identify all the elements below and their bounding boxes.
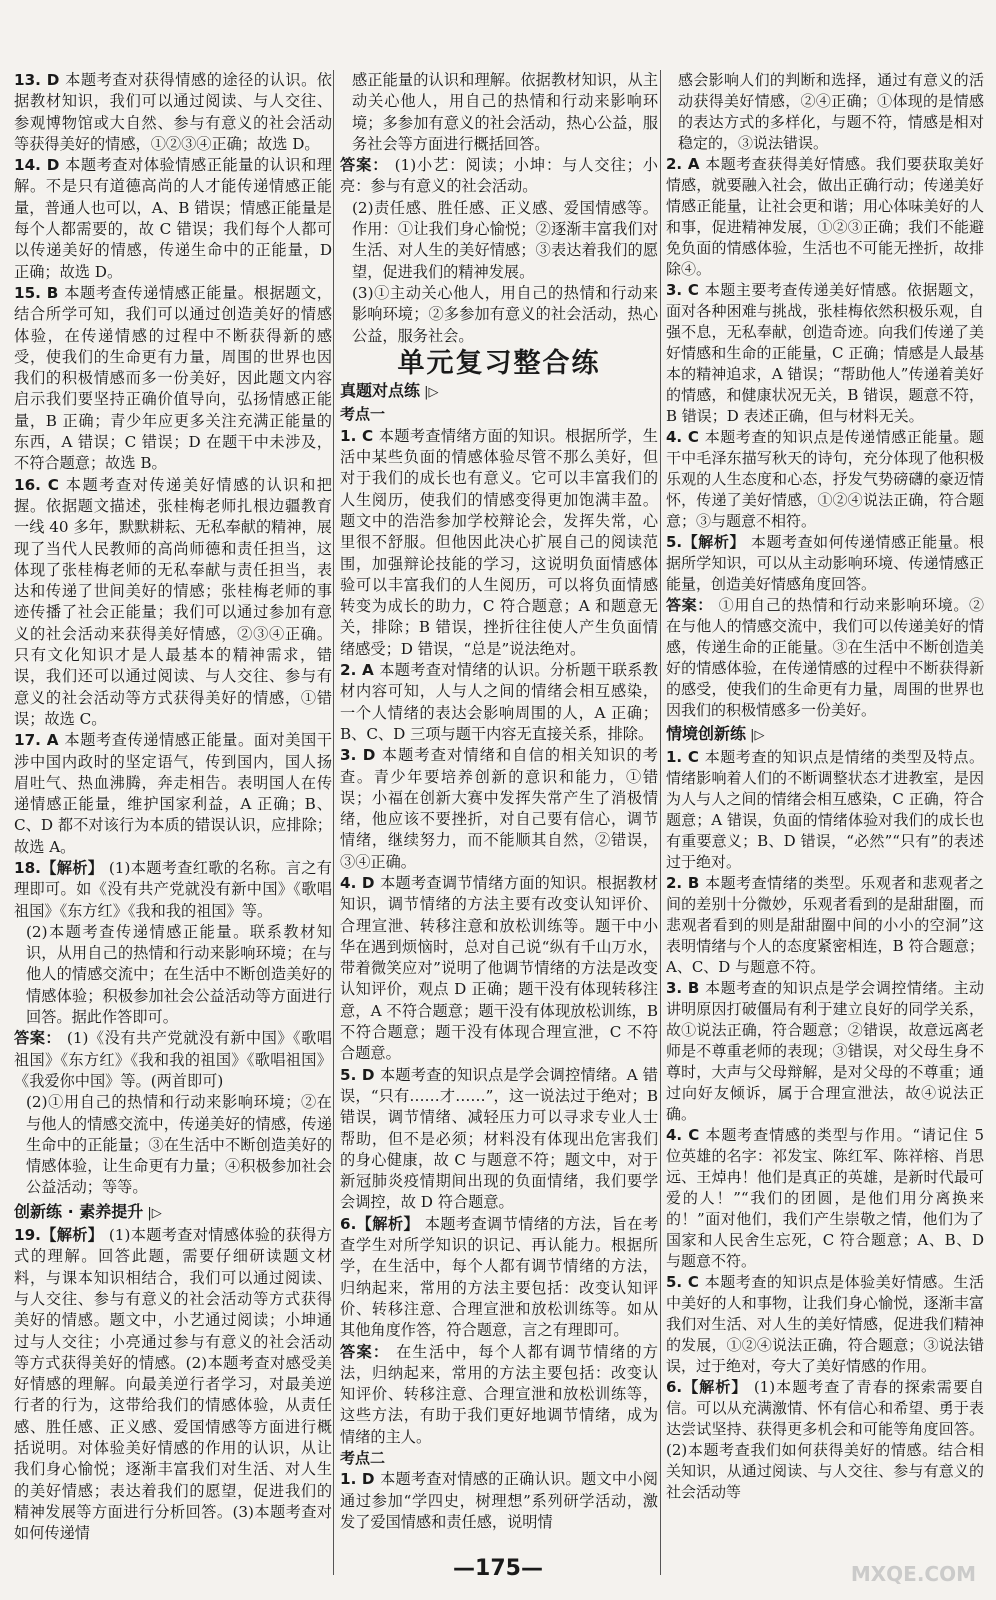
item-number: 答案： [666, 596, 719, 614]
item-number: 答案： [14, 1029, 67, 1048]
item-number: 3. D [340, 746, 382, 765]
answer-item [340, 745, 658, 873]
item-text: (1)本题考查了青春的探索需要自信。可以从充满激情、怀有信心和希望、勇于表达尝试坚持、获得更多机会和可能等角度回答。(2)本题考查我们如何获得美好的情感。结合相关知识，从通过阅读、与人交往、参与有意义的社会活动等 [666, 1378, 985, 1501]
answer-item [666, 595, 984, 721]
answer-item [340, 155, 658, 198]
answer-item [340, 1214, 658, 1342]
item-number: 15. B [14, 283, 65, 302]
arrow-icon: |▷ [143, 1205, 162, 1221]
answer-item [340, 1065, 658, 1214]
item-text: 感正能量的认识和理解。依据教材知识，从主动关心他人，用自己的热情和行动来影响环境；多参加有意义的社会活动，热心公益，服务社会等方面进行概括回答。 [352, 71, 658, 153]
section-label: 情境创新练 [666, 724, 747, 743]
item-text: (1)小艺：阅读；小坤：与人交往；小亮：参与有意义的社会活动。 [340, 156, 658, 196]
item-text: (1)本题考查对情感体验的获得方式的理解。回答此题，需要仔细研读题文材料，与课本知识相结合，我们可以通过阅读、与人交往、参与有意义的社会活动等方式获得美好的情感。题文中，小艺通过阅读；小坤通过与人交往；小亮通过参与有意义的社会活动等方式获得美好的情感。(2)本题考查对感受美好情感的理解。向最美逆行者学习，对最美逆行者的行为，这带给我们的情感体验，从责任感、胜任感、正义感、爱国情感等方面进行概括说明。对体验美好情感的作用的认识，从让我们身心愉悦；逐渐丰富我们对生活、对人生的美好情感；表达着我们的愿望，促进我们的精神发展等方面进行分析回答。(3)本题考查对如何传递情 [14, 1226, 332, 1543]
answer-item [666, 747, 984, 873]
item-text: 感会影响人们的判断和选择，通过有意义的活动获得美好情感，②④正确；①体现的是情感的表达方式的多样化，与题不符，情感是相对稳定的，③说法错误。 [678, 71, 984, 152]
section-label: 创新练 · 素养提升 [14, 1201, 144, 1221]
watermark-logo: MXQE.COM [850, 1562, 976, 1586]
item-text: (1)本题考查红歌的名称。言之有理即可。如《没有共产党就没有新中国》《歌唱祖国》《东方红》《我和我的祖国》等。 [14, 858, 332, 920]
item-text: (3)①主动关心他人，用自己的热情和行动来影响环境；②多参加有意义的社会活动，热心公益，服务社会。 [352, 283, 658, 345]
column-3 [666, 70, 984, 1503]
item-text: (2)①用自己的热情和行动来影响环境；②在与他人的情感交流中，传递美好的情感，传递生命中的正能量；③在生活中不断创造美好的情感体验，让生命更有力量；④积极参加社会公益活动；等等。 [26, 1093, 332, 1197]
item-text: 本题考查情绪方面的知识。根据所学，生活中某些负面的情感体验尽管不那么美好，但对于我们的成长也有意义。它可以丰富我们的人生阅历，使我们的情感变得更加饱满丰盈。题文中的浩浩参加学校辩论会，发挥失常，心里很不舒服。但他因此决心扩展自己的阅读范围，加强辩论技能的学习，这说明负面情感体验可以丰富我们的人生阅历，可以将负面情感转变为成长的助力，C 符合题意；A 和题意无关，排除；B 错误，挫折往往使人产生负面情绪感受；D 错误，“总是”说法绝对。 [340, 426, 658, 658]
item-number: 5. C [666, 1273, 705, 1291]
answer-item [340, 70, 658, 155]
item-text: 在生活中，每个人都有调节情绪的方法，归纳起来，常用的方法主要包括：改变认知评价、转移注意、合理宣泄和放松训练等，这些方法，有助于我们更好地调节情绪，成为情绪的主人。 [340, 1342, 658, 1446]
answer-item [666, 532, 984, 595]
item-number: 3. C [666, 281, 705, 299]
knowledge-point-heading: 考点一 [340, 405, 386, 424]
answer-item [14, 70, 332, 155]
column-divider-2 [660, 70, 661, 1575]
answer-item [14, 283, 332, 475]
column-2 [340, 70, 658, 1533]
answer-item [14, 922, 332, 1028]
section-label: 真题对点练 [340, 381, 421, 401]
item-number: 4. C [666, 1126, 706, 1144]
item-text: 本题考查的知识点是学会调控情绪。主动讲明原因打破僵局有利于建立良好的同学关系，故①说法正确，符合题意；②错误，故意远离老师是不尊重老师的表现；③错误，对父母生身不尊时，大声与父母辩解，是对父母的不尊重；通过向好友倾诉，属于合理宣泄法，故④说法正确。 [666, 979, 984, 1123]
item-number: 13. D [14, 71, 66, 89]
item-text: ①用自己的热情和行动来影响环境。②在与他人的情感交流中，我们可以传递美好的情感，传递生命的正能量。③在生活中不断创造美好的情感体验，在传递情感的过程中不断获得新的感受，使我们的生命更有力量，周围的世界也因我们的积极情感多一份美好。 [666, 596, 984, 719]
page-number: —175— [453, 1556, 543, 1581]
answer-item [340, 1342, 658, 1448]
answer-item [666, 1272, 984, 1377]
item-text: 本题考查的知识点是传递情感正能量。题干中毛泽东描写秋天的诗句，充分体现了他积极乐观的人生态度和心态，抒发气势磅礴的豪迈情怀，传递了美好情感，①②④说法正确，符合题意；③与题意不相符。 [666, 428, 984, 530]
item-text: 本题考查的知识点是体验美好情感。生活中美好的人和事物，让我们身心愉悦，逐渐丰富我们对生活、对人生的美好情感，促进我们精神的发展，①②④说法正确，符合题意；③说法错误，过于绝对，夸大了美好情感的作用。 [666, 1273, 984, 1375]
item-text: 本题考查如何传递情感正能量。根据所学知识，可以从主动影响环境、传递情感正能量，创造美好情感角度回答。 [666, 533, 984, 593]
answer-item [340, 198, 658, 283]
item-text: 本题考查对传递美好情感的认识和把握。依据题文描述，张桂梅老师扎根边疆教育一线 40 多年，默默耕耘、无私奉献的精神，展现了当代人民教师的高尚师德和责任担当，这体现了张桂梅老师的无私奉献与责任担当，表达和传递了世间美好的情感；张桂梅老师的事迹传播了社会正能量；我们可以通过参加有意义的社会活动来获得美好情感，②③④正确。只有文化知识才是人最基本的精神需求，错误，我们还可以通过阅读、与人交往、参与有意义的社会活动等方式获得美好的情感，①错误；故选 C。 [14, 475, 332, 728]
item-text: 本题考查传递情感正能量。根据题文，结合所学可知，我们可以通过创造美好的情感体验，在传递情感的过程中不断获得新的感受，使我们的生命更有力量，周围的世界也因我们的积极情感而多一份美好，因此题文内容启示我们要坚持正确价值导向，弘扬情感正能量，B 正确；青少年应更多关注充满正能量的东西，A 错误；C 错误；D 在题干中未涉及，不符合题意；故选 B。 [14, 283, 332, 473]
item-text: 本题考查调节情绪方面的知识。根据教材知识，调节情绪的方法主要有改变认知评价、合理宣泄、转移注意和放松训练等。题干中小华在遇到烦恼时，总对自己说“纵有千山万水，带着微笑应对”说明了他调节情绪的方法是改变认知评价，观点 D 正确；题干没有体现转移注意，A 不符合题意；题干没有体现放松训练，B 不符合题意；题干没有体现合理宣泄，C 不符合题意。 [340, 873, 658, 1063]
item-text: 本题考查对情绪的认识。分析题干联系教材内容可知，人与人之间的情绪会相互感染，一个人情绪的表达会影响周围的人，A 正确；B、C、D 三项与题干内容无直接关系，排除。 [340, 661, 658, 743]
item-text: 本题考查情绪的类型。乐观者和悲观者之间的差别十分微妙，乐观者看到的是甜甜圈，而悲观者看到的则是甜甜圈中间的小小的空洞”这表明情绪与个人的态度紧密相连，B 符合题意；A、C、D 与题意不符。 [666, 874, 984, 976]
column-divider-1 [333, 70, 334, 1575]
answer-item [666, 427, 984, 532]
answer-item [666, 873, 984, 978]
item-number: 6.【解析】 [340, 1214, 425, 1233]
item-number: 17. A [14, 731, 65, 750]
section-heading-scenario [666, 723, 984, 746]
item-number: 19.【解析】 [14, 1226, 109, 1245]
item-number: 6.【解析】 [666, 1378, 754, 1396]
item-text: 本题考查传递情感正能量。面对美国干涉中国内政时的坚定语气，传到国内，国人扬眉吐气、热血沸腾，奔走相告。表明国人在传递情感正能量，维护国家利益，A 正确；B、C、D 都不对该行为本质的错误认识，应排除；故选 A。 [14, 731, 333, 856]
answer-item [340, 1469, 658, 1533]
answer-item [14, 1092, 332, 1198]
item-text: 本题考查情感的类型与作用。“请记住 5 位英雄的名字：祁发宝、陈红军、陈祥榕、肖思远、王焯冉！他们是真正的英雄，是新时代最可爱的人！”“我们的团圆，是他们用分离换来的！”面对他们，我们产生崇敬之情，他们为了国家和人民舍生忘死，C 符合题意；A、B、D 与题意不符。 [666, 1126, 984, 1270]
item-text: (1)《没有共产党就没有新中国》《歌唱祖国》《东方红》《我和我的祖国》《歌唱祖国》《我爱你中国》等。(两首即可) [14, 1029, 332, 1090]
item-text: 本题考查对情感的正确认识。题文中小阅通过参加“学四史，树理想”系列研学活动，激发了爱国情感和责任感，说明情 [340, 1470, 658, 1531]
answer-item [340, 873, 658, 1065]
item-text: 本题考查对体验情感正能量的认识和理解。不是只有道德高尚的人才能传递情感正能量，普通人也可以，A、B 错误；情感正能量是每个人都需要的，故 C 错误；我们每个人都可以传递美好的情感，传递生命中的正能量，D 正确；故选 D。 [14, 156, 332, 281]
item-number: 5.【解析】 [666, 533, 751, 551]
answer-item [340, 660, 658, 745]
answer-item [666, 978, 984, 1125]
answer-item [14, 155, 332, 283]
item-text: 本题主要考查传递美好情感。依据题文，面对各种困难与挑战，张桂梅依然积极乐观，自强不息，无私奉献，创造奇迹。向我们传递了美好情感和生命的正能量，C 正确；情感是人最基本的精神追求，A 错误；“帮助他人”传递着美好的情感，和健康状况无关，B 错误，题意不符，B 错误；D 表述正确，但与材料无关。 [666, 281, 984, 425]
item-text: (2)责任感、胜任感、正义感、爱国情感等。作用：①让我们身心愉悦；②逐渐丰富我们对生活、对人生的美好情感；③表达着我们的愿望，促进我们的精神发展。 [352, 198, 658, 281]
answer-item [14, 730, 332, 858]
item-text: 本题考查的知识点是学会调控情绪。A 错误，“只有……才……”，这一说法过于绝对；B 错误，调节情绪、减轻压力可以寻求专业人士帮助，但不是必须；材料没有体现出危害我们的身心健康，故 C 与题意不符；题文中，对于新冠肺炎疫情期间出现的负面情绪，我们要学会调控，故 D 符合题意。 [340, 1065, 658, 1212]
arrow-icon: |▷ [420, 385, 439, 401]
section-heading-innovation [14, 1201, 332, 1224]
answer-item [666, 70, 984, 154]
answer-item [340, 426, 658, 660]
item-number: 4. D [340, 873, 381, 892]
item-number: 1. C [666, 748, 705, 766]
item-number: 14. D [14, 156, 66, 175]
unit-review-title: 单元复习整合练 [397, 347, 601, 379]
item-number: 5. D [340, 1065, 380, 1084]
answer-item [14, 1225, 332, 1544]
answer-item [14, 858, 332, 922]
section-heading-real-exam [340, 380, 658, 403]
item-text: 本题考查获得美好情感。我们要获取美好情感，就要融入社会，做出正确行动；传递美好情感正能量，让社会更和谐；用心体味美好的人和事，促进精神发展，①②③正确；我们不能避免负面的情感体验，生活也不可能无挫折，故排除④。 [666, 155, 984, 278]
item-number: 1. C [340, 426, 379, 445]
answer-item [666, 280, 984, 427]
item-number: 答案： [340, 156, 395, 175]
item-number: 4. C [666, 428, 705, 446]
item-number: 16. C [14, 475, 66, 494]
item-number: 2. B [666, 874, 706, 892]
answer-item [666, 1125, 984, 1272]
item-text: 本题考查的知识点是情绪的类型及特点。情绪影响着人们的不断调整状态才进教室，是因为人与人之间的情绪会相互感染，C 正确，符合题意；A 错误，负面的情绪体验对我们的成长也有重要意义；B、D 错误，“必然”“只有”的表述过于绝对。 [666, 748, 984, 871]
item-number: 答案： [340, 1342, 396, 1361]
item-number: 3. B [666, 979, 706, 997]
knowledge-point-heading: 考点二 [340, 1449, 386, 1467]
item-text: (2)本题考查传递情感正能量。联系教材知识，从用自己的热情和行动来影响环境；在与他人的情感交流中；在生活中不断创造美好的情感体验；积极参加社会公益活动等方面进行回答。据此作答即可。 [26, 922, 332, 1027]
item-number: 1. D [340, 1470, 381, 1489]
answer-item [340, 283, 658, 347]
answer-item [666, 1377, 984, 1503]
item-number: 2. A [666, 155, 706, 173]
item-text: 本题考查调节情绪的方法，旨在考查学生对所学知识的识记、再认能力。根据所学，在生活中，每个人都有调节情绪的方法，归纳起来，常用的方法主要包括：改变认知评价、转移注意、合理宣泄和放松训练等。如从其他角度作答，符合题意，言之有理即可。 [340, 1214, 658, 1340]
item-number: 18.【解析】 [14, 858, 109, 877]
item-number: 2. A [340, 661, 380, 680]
answer-item [666, 154, 984, 280]
answer-item [14, 1028, 332, 1092]
arrow-icon: |▷ [746, 728, 765, 743]
item-text: 本题考查对情绪和自信的相关知识的考查。青少年要培养创新的意识和能力，①错误；小福在创新大赛中发挥失常产生了消极情绪，他应该不要挫折，对自己要有信心，调节情绪，继续努力，而不能顺其自然，②错误，③④正确。 [340, 746, 658, 871]
item-text: 本题考查对获得情感的途径的认识。依据教材知识，我们可以通过阅读、与人交往、参观博物馆或大自然、参与有意义的社会活动等获得美好的情感，①②③④正确；故选 D。 [14, 71, 332, 153]
answer-item [14, 475, 332, 731]
column-1 [14, 70, 332, 1544]
